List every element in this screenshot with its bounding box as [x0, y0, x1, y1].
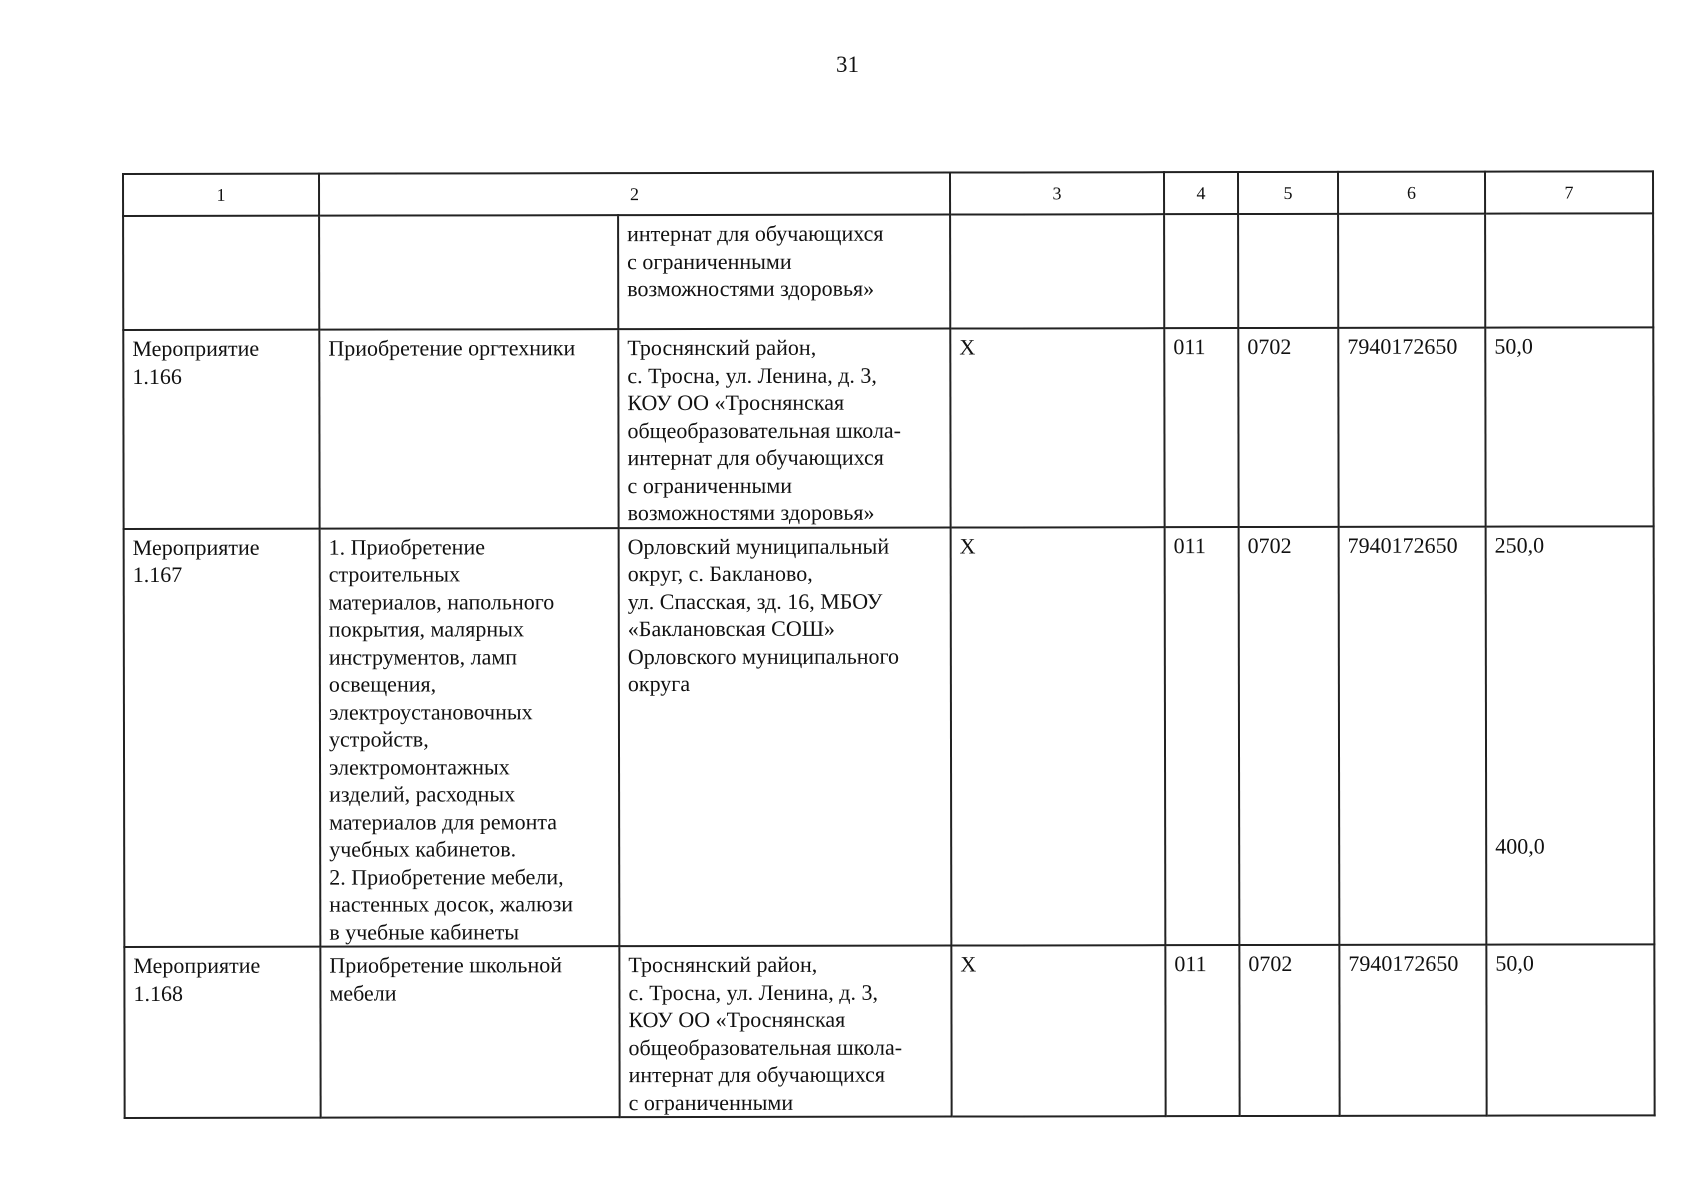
header-col-4: 4: [1164, 172, 1238, 214]
event-cell: [123, 216, 319, 330]
col6-cell: 7940172650: [1338, 328, 1485, 527]
name-cell: 1. Приобретение строительных материалов, напольного покрытия, малярных инструментов, ламп освещения, электроустановочных устройств, электромонтажных изделий, расходных материалов для ремонта учебных кабинетов. 2. Приобретение мебели, настенных досок, жалюзи в учебные кабинеты: [320, 528, 620, 947]
table-row: [123, 327, 1653, 528]
col3-cell: X: [951, 945, 1165, 1116]
col3-cell: [950, 214, 1164, 328]
address-cell: интернат для обучающихся с ограниченными возможностями здоровья»: [618, 215, 950, 330]
header-col-7: 7: [1485, 171, 1653, 213]
name-cell: [319, 215, 618, 330]
name-cell: Приобретение оргтехники: [319, 329, 618, 528]
col6-cell: 7940172650: [1339, 526, 1487, 945]
col5-cell: 0702: [1239, 526, 1340, 945]
address-cell: Троснянский район, с. Тросна, ул. Ленина, д. 3, КОУ ОО «Троснянская общеобразовательная школа- интернат для обучающихся с ограниченными: [619, 946, 951, 1118]
col4-cell: 011: [1165, 527, 1240, 946]
event-cell: Мероприятие 1.168: [124, 947, 320, 1118]
col6-cell: 7940172650: [1339, 945, 1486, 1116]
event-cell: Мероприятие 1.166: [123, 330, 319, 529]
col4-cell: [1164, 214, 1238, 328]
col5-cell: 0702: [1238, 328, 1338, 527]
header-col-3: 3: [950, 172, 1164, 214]
address-cell: Орловский муниципальный округ, с. Бакланово, ул. Спасская, зд. 16, МБОУ «Баклановская СОШ» Орловского муниципального округа: [619, 527, 952, 946]
amount-cell: 50,0: [1485, 327, 1653, 526]
col3-cell: X: [951, 527, 1166, 946]
amount-cell: 50,0: [1486, 944, 1654, 1115]
table-row: [124, 944, 1654, 1118]
header-col-6: 6: [1338, 172, 1485, 214]
amount-value-second: 400,0: [1495, 833, 1545, 859]
address-cell: Троснянский район, с. Тросна, ул. Ленина, д. 3, КОУ ОО «Троснянская общеобразовательная школа- интернат для обучающихся с ограниченными возможностями здоровья»: [618, 329, 950, 528]
header-row: [123, 171, 1653, 216]
name-cell: Приобретение школьной мебели: [320, 946, 619, 1118]
header-col-5: 5: [1238, 172, 1338, 214]
event-cell: Мероприятие 1.167: [124, 528, 321, 947]
amount-cell: [1486, 526, 1655, 945]
col5-cell: [1238, 214, 1338, 328]
header-col-2: 2: [319, 173, 950, 216]
measures-table: [122, 170, 1656, 1119]
amount-value: 250,0: [1494, 532, 1545, 558]
header-col-1: 1: [123, 174, 319, 216]
amount-cell: [1485, 213, 1653, 327]
col3-cell: X: [950, 328, 1164, 527]
col4-cell: 011: [1164, 328, 1238, 527]
table-row: [124, 526, 1655, 947]
col5-cell: 0702: [1239, 945, 1339, 1116]
col6-cell: [1338, 214, 1485, 328]
table-row: [123, 213, 1653, 330]
col4-cell: 011: [1165, 945, 1239, 1116]
page-number: 31: [836, 52, 859, 77]
